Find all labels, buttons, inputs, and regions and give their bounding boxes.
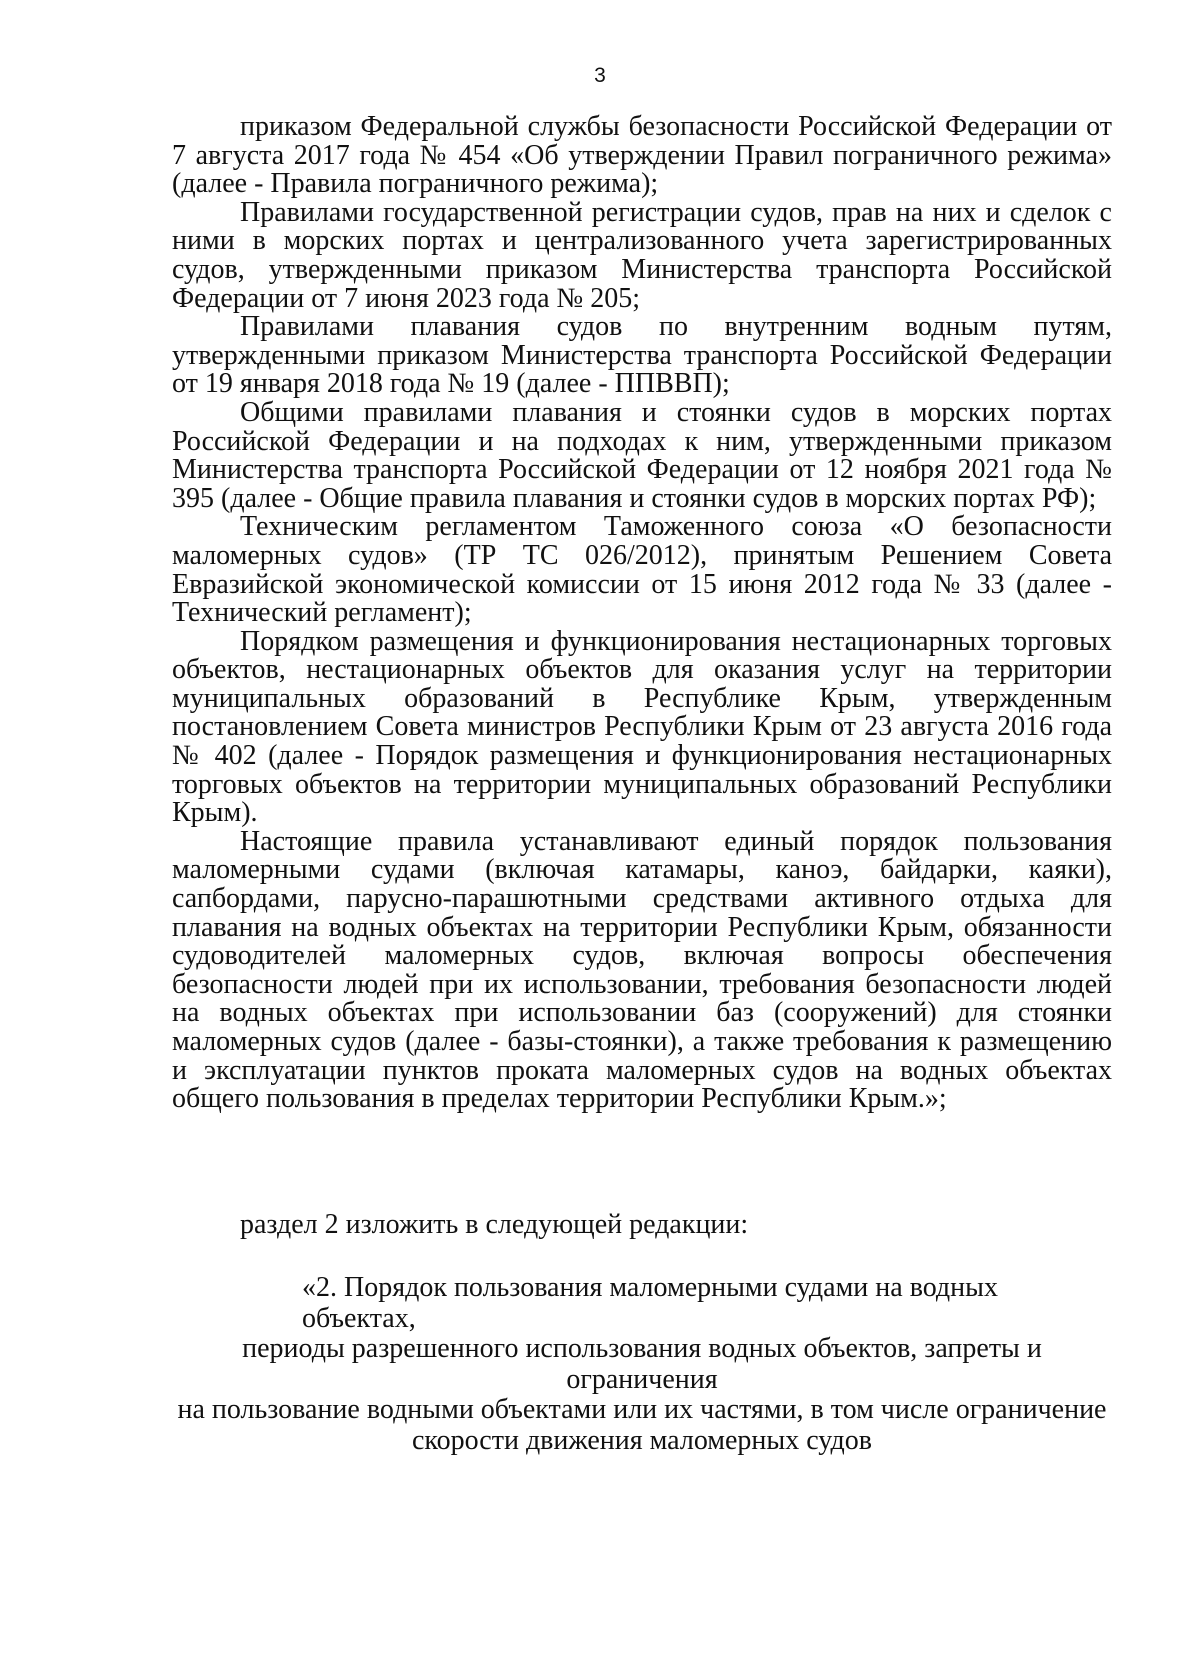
amendment-directive: [172, 1210, 1112, 1240]
page-number: 3: [594, 64, 606, 87]
paragraph-rules-scope: Настоящие правила устанавливают единый порядок пользования маломерными судами (включая катамары, каноэ, байдарки, каяки), сапбордами, парусно-парашютными средствами активного отдыха для плавания на водных объектах на территории Республики Крым, обязанности судоводителей маломерных судов, включая вопросы обеспечения безопасности людей при их использовании, требования безопасности людей на водных объектах при использовании баз (сооружений) для стоянки маломерных судов (далее - базы-стоянки), а также требования к размещению и эксплуатации пунктов проката маломерных судов на водных объектах общего пользования в пределах территории Республики Крым.»;: [172, 825, 1112, 1115]
paragraph-technical-regulation: Техническим регламентом Таможенного союза «О безопасности маломерных судов» (ТР ТС 026/2012), принятым Решением Совета Евразийской экономической комиссии от 15 июня 2012 года № 33 (далее - Технический регламент);: [172, 511, 1112, 629]
paragraph-seaport-rules: Общими правилами плавания и стоянки судов в морских портах Российской Федерации и на подходах к ним, утвержденными приказом Министерства транспорта Российской Федерации от 12 ноября 2021 года № 395 (далее - Общие правила плавания и стоянки судов в морских портах РФ);: [172, 396, 1112, 514]
section-heading-line: «2. Порядок пользования маломерными судами на водных объектах,: [302, 1272, 998, 1334]
section-heading-line: скорости движения маломерных судов: [411, 1424, 872, 1456]
document-body: [172, 113, 1112, 1114]
paragraph-ship-registration-rules: Правилами государственной регистрации судов, прав на них и сделок с ними в морских портах и централизованного учета зарегистрированных судов, утвержденными приказом Министерства транспорта Российской Федерации от 7 июня 2023 года № 205;: [172, 196, 1112, 314]
directive-text: раздел 2 изложить в следующей редакции:: [240, 1209, 749, 1240]
paragraph-retail-objects-procedure: Порядком размещения и функционирования нестационарных торговых объектов, нестационарных объектов для оказания услуг на территории муниципальных образований в Республике Крым, утвержденным постановлением Совета министров Республики Крым от 23 августа 2016 года № 402 (далее - Порядок размещения и функционирования нестационарных торговых объектов на территории муниципальных образований Республики Крым).: [172, 625, 1112, 829]
paragraph-inland-waterways-rules: Правилами плавания судов по внутренним водным путям, утвержденными приказом Министерства транспорта Российской Федерации от 19 января 2018 года № 19 (далее - ППВВП);: [172, 311, 1112, 400]
section-heading-line: периоды разрешенного использования водных объектов, запреты и ограничения: [242, 1333, 1042, 1395]
paragraph-fsb-order: приказом Федеральной службы безопасности Российской Федерации от 7 августа 2017 года № 454 «Об утверждении Правил пограничного режима» (далее - Правила пограничного режима);: [172, 111, 1112, 200]
section-2-heading: [172, 1273, 1112, 1456]
section-heading-line: на пользование водными объектами или их частями, в том числе ограничение: [177, 1394, 1107, 1425]
